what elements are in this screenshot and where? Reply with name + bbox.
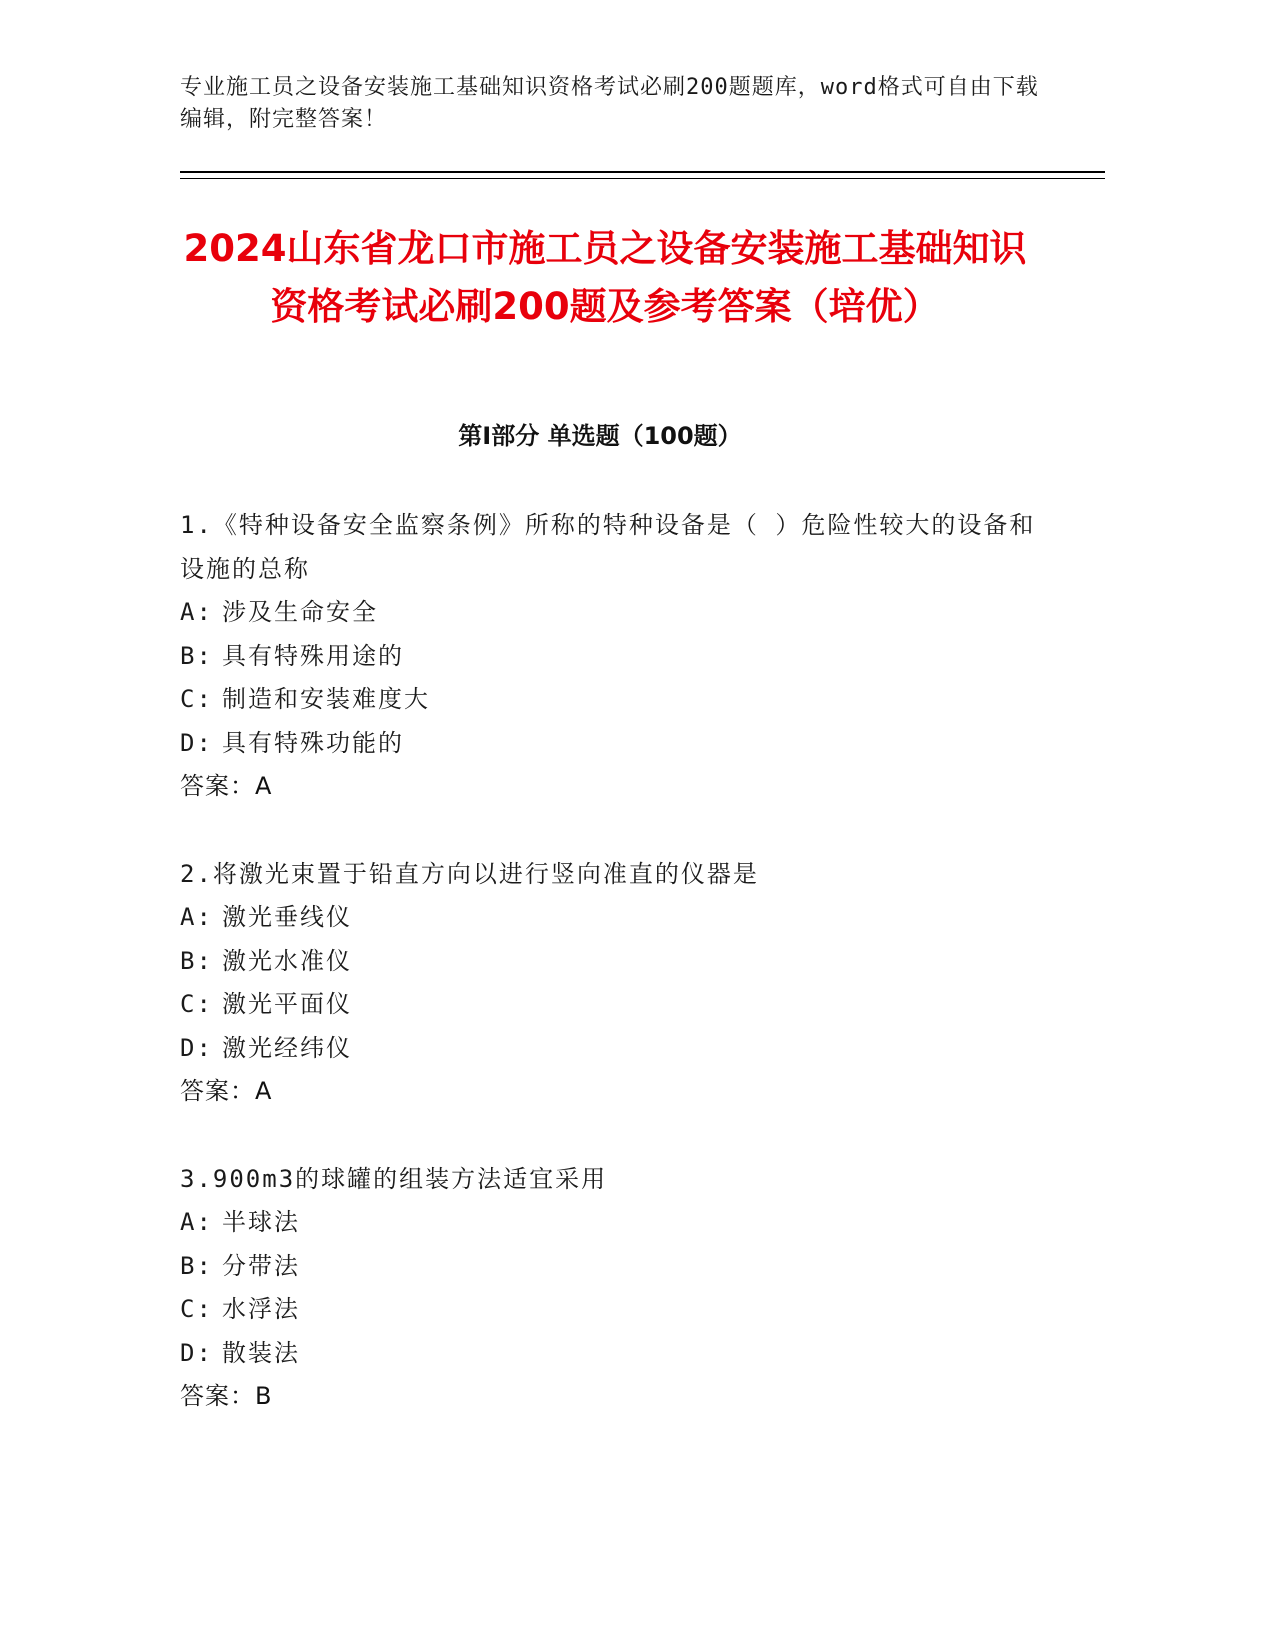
option-letter: C: xyxy=(180,685,213,713)
section-title: 第Ⅰ部分 单选题（100题） xyxy=(458,422,742,450)
option-d xyxy=(180,1332,1040,1376)
option-a xyxy=(180,591,1040,635)
document-title: 2024山东省龙口市施工员之设备安装施工基础知识资格考试必刷200题及参考答案（培优） xyxy=(183,227,1027,328)
question-list xyxy=(180,504,1040,1463)
header-divider-thick xyxy=(180,171,1105,173)
answer-line: 答案：B xyxy=(180,1382,273,1410)
option-text: 涉及生命安全 xyxy=(222,598,378,626)
option-text: 激光垂线仪 xyxy=(222,903,352,931)
option-a xyxy=(180,896,1040,940)
option-text: 半球法 xyxy=(222,1208,300,1236)
option-letter: B: xyxy=(180,1251,213,1280)
option-text: 激光水准仪 xyxy=(222,946,352,975)
answer-line: 答案：A xyxy=(180,1077,273,1105)
answer-line: 答案：A xyxy=(180,772,273,800)
option-text: 激光经纬仪 xyxy=(222,1033,352,1062)
option-b xyxy=(180,1245,1040,1289)
header-divider-thin xyxy=(180,178,1105,179)
option-c xyxy=(180,678,1040,722)
option-b xyxy=(180,635,1040,679)
option-letter: B: xyxy=(180,641,213,670)
question-stem: 3.900m3的球罐的组装方法适宜采用 xyxy=(180,1164,608,1193)
option-text: 水浮法 xyxy=(222,1295,300,1323)
option-b xyxy=(180,940,1040,984)
question-3 xyxy=(180,1158,1040,1419)
option-text: 激光平面仪 xyxy=(222,990,352,1018)
option-c xyxy=(180,1288,1040,1332)
option-letter: A: xyxy=(180,1208,213,1236)
option-letter: D: xyxy=(180,728,213,757)
option-text: 具有特殊功能的 xyxy=(222,728,404,757)
option-text: 分带法 xyxy=(222,1251,300,1280)
option-text: 具有特殊用途的 xyxy=(222,641,404,670)
option-a xyxy=(180,1201,1040,1245)
option-d xyxy=(180,722,1040,766)
header-note: 专业施工员之设备安装施工基础知识资格考试必刷200题题库，word格式可自由下载编辑，附完整答案！ xyxy=(180,75,1039,132)
question-stem: 1.《特种设备安全监察条例》所称的特种设备是（ ）危险性较大的设备和设施的总称 xyxy=(180,511,1036,583)
question-2 xyxy=(180,853,1040,1114)
option-text: 制造和安装难度大 xyxy=(222,685,430,713)
option-d xyxy=(180,1027,1040,1071)
option-c xyxy=(180,983,1040,1027)
option-text: 散装法 xyxy=(222,1338,300,1367)
question-1 xyxy=(180,504,1040,809)
option-letter: B: xyxy=(180,946,213,975)
option-letter: C: xyxy=(180,990,213,1018)
question-stem: 2.将激光束置于铅直方向以进行竖向准直的仪器是 xyxy=(180,859,759,888)
option-letter: A: xyxy=(180,598,213,626)
option-letter: D: xyxy=(180,1338,213,1367)
option-letter: C: xyxy=(180,1295,213,1323)
option-letter: D: xyxy=(180,1033,213,1062)
option-letter: A: xyxy=(180,903,213,931)
